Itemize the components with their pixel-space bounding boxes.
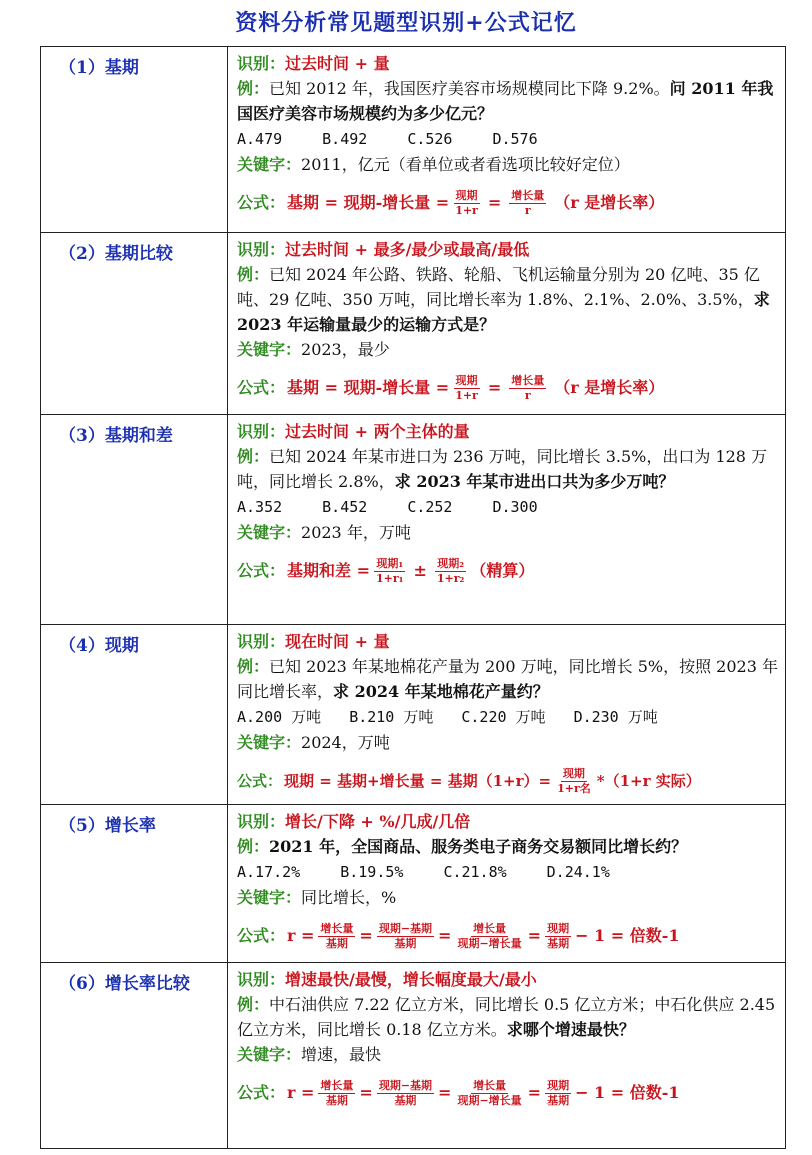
topic-label: （3）基期和差 [59,426,173,446]
identify-label: 识别： [237,240,286,259]
example-text: 已知 2024 年公路、铁路、轮船、飞机运输量分别为 20 亿吨、35 亿吨、29 亿吨、350 万吨，同比增长率为 1.8%、2.1%、2.0%、3.5%， [237,265,760,309]
table-row [41,805,786,963]
example-label: 例： [237,79,270,98]
keyword-label: 关键字： [237,523,302,542]
topic-label: （6）增长率比较 [59,974,190,994]
table-row [41,963,786,1149]
topic-label: （4）现期 [59,636,139,656]
formula: 公式： r = $\frac{\text{增长量}}{\text{基期}}$ = $\frac{\text{现期−基期}}{\text{基期}}$ = $\frac{\text{增长量}}{\text{现期−增长量}}$ = $\frac{\text{现期}}{\text{基期}}$ − 1 = 倍数-1 [237,921,680,950]
formula: 公式： 现期 = 基期+增长量 = 基期（1+r）= $\frac{\text{现期}}{\text{1+r名}}$ * （1+r 实际） [237,766,701,795]
example-question: 问 2011 年我国医疗美容市场规模约为多少亿元？ [237,79,774,123]
example-question: 求哪个增速最快？ [506,1020,635,1039]
example-label: 例： [237,995,270,1014]
keyword-text: 2023，最少 [301,340,390,359]
example-text: 已知 2012 年，我国医疗美容市场规模同比下降 9.2%。 [269,79,670,98]
keyword-label: 关键字： [237,155,302,174]
keyword-text: 2024，万吨 [301,733,390,752]
formula: 公式： 基期 = 现期-增长量 = $\frac{\text{现期}}{1+r}$ = $\frac{\text{增长量}}{r}$ （r 是增长率） [237,188,665,217]
topic-label: （2）基期比较 [59,244,173,264]
keyword-label: 关键字： [237,733,302,752]
example-text: 已知 2024 年某市进口为 236 万吨，同比增长 3.5%，出口为 128 万吨，同比增长 2.8%， [237,447,768,491]
table-row [41,47,786,233]
choices: A.479 B.492 C.526 D.576 [237,130,538,148]
choices: A.17.2% B.19.5% C.21.8% D.24.1% [237,863,610,881]
example-label: 例： [237,837,270,856]
formula: 公式： 基期和差 = $\frac{\text{现期₁}}{\text{1+r₁}}$ ± $\frac{\text{现期₂}}{\text{1+r₂}}$ （精算） [237,556,535,585]
choices: A.352 B.452 C.252 D.300 [237,498,538,516]
keyword-label: 关键字： [237,340,302,359]
table-row [41,233,786,415]
keyword-label: 关键字： [237,888,302,907]
identify-label: 识别： [237,422,286,441]
choices: A.200 万吨 B.210 万吨 C.220 万吨 D.230 万吨 [237,708,658,726]
identify-label: 识别： [237,632,286,651]
identify-text: 现在时间 + 量 [285,632,390,651]
formula: 公式： 基期 = 现期-增长量 = $\frac{\text{现期}}{1+r}$ = $\frac{\text{增长量}}{r}$ （r 是增长率） [237,373,665,402]
example-text: 已知 2023 年某地棉花产量为 200 万吨，同比增长 5%，按照 2023 年同比增长率， [237,657,778,701]
identify-label: 识别： [237,812,286,831]
identify-text: 过去时间 + 最多/最少或最高/最低 [285,240,530,259]
identify-label: 识别： [237,970,286,989]
example-question: 求 2023 年运输量最少的运输方式是？ [237,290,770,334]
example-question: 2021 年，全国商品、服务类电子商务交易额同比增长约？ [269,837,688,856]
example-question: 求 2023 年某市进出口共为多少万吨？ [394,472,675,491]
identify-text: 增长/下降 + %/几成/几倍 [285,812,471,831]
identify-label: 识别： [237,54,286,73]
keyword-text: 增速，最快 [301,1045,382,1064]
keyword-text: 同比增长，% [301,888,397,907]
formula-table [40,46,786,1149]
example-text: 中石油供应 7.22 亿立方米，同比增长 0.5 亿立方米；中石化供应 2.45 亿立方米，同比增长 0.18 亿立方米。 [237,995,776,1039]
keyword-text: 2011，亿元（看单位或者看选项比较好定位） [301,155,630,174]
table-row [41,415,786,625]
topic-label: （1）基期 [59,58,139,78]
keyword-label: 关键字： [237,1045,302,1064]
identify-text: 增速最快/最慢，增长幅度最大/最小 [285,970,537,989]
formula: 公式： r = $\frac{\text{增长量}}{\text{基期}}$ = $\frac{\text{现期−基期}}{\text{基期}}$ = $\frac{\text{增长量}}{\text{现期−增长量}}$ = $\frac{\text{现期}}{\text{基期}}$ − 1 = 倍数-1 [237,1078,680,1107]
identify-text: 过去时间 + 两个主体的量 [285,422,470,441]
topic-label: （5）增长率 [59,816,156,836]
example-label: 例： [237,447,270,466]
table-row [41,625,786,805]
keyword-text: 2023 年，万吨 [301,523,411,542]
example-label: 例： [237,265,270,284]
page-title: 资料分析常见题型识别+公式记忆 [235,10,577,36]
example-question: 求 2024 年某地棉花产量约？ [333,682,549,701]
identify-text: 过去时间 + 量 [285,54,390,73]
example-label: 例： [237,657,270,676]
